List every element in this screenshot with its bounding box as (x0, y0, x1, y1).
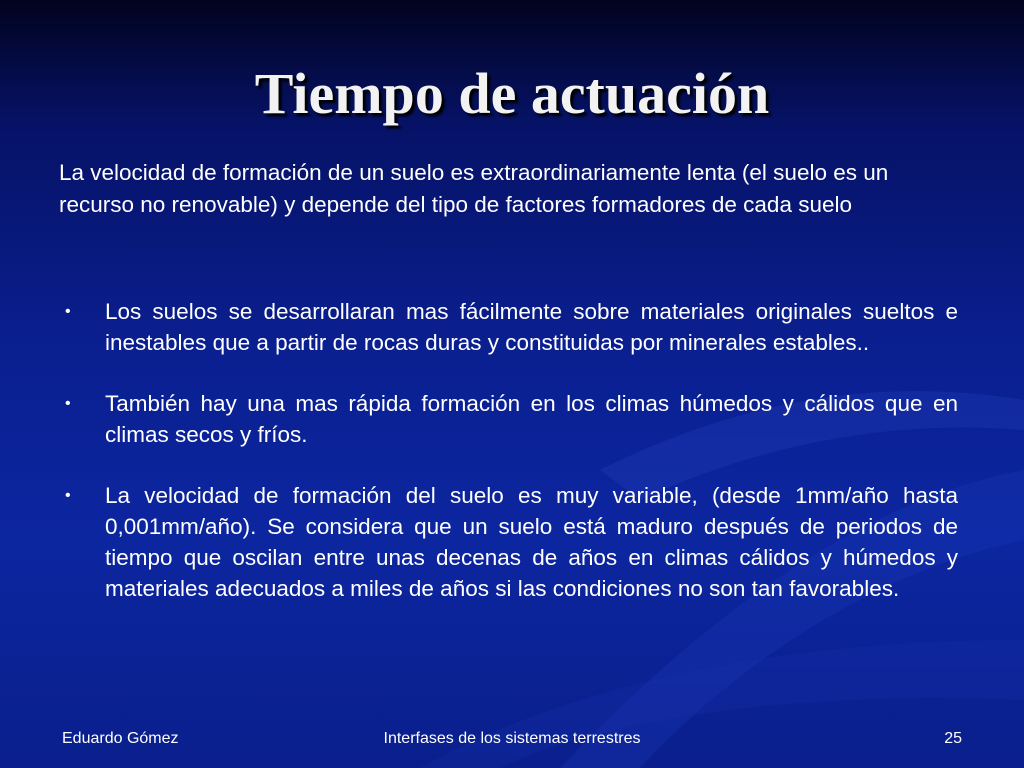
bullet-item (62, 296, 958, 358)
bullet-text: Los suelos se desarrollaran mas fácilmente sobre materiales originales sueltos e inestables que a partir de rocas duras y constituidas por minerales estables.. (105, 299, 958, 355)
footer-page-number: 25 (944, 730, 962, 747)
slide-title: Tiempo de actuación (254, 61, 770, 126)
bullet-text: También hay una mas rápida formación en los climas húmedos y cálidos que en climas secos y fríos. (105, 391, 958, 447)
intro-paragraph: La velocidad de formación de un suelo es extraordinariamente lenta (el suelo es un recurso no renovable) y depende del tipo de factores formadores de cada suelo (59, 160, 889, 217)
bullet-dot-icon: • (65, 395, 71, 412)
bullet-item (62, 388, 958, 450)
bullet-item (62, 480, 958, 604)
footer-course-title: Interfases de los sistemas terrestres (383, 730, 641, 747)
bullet-text: La velocidad de formación del suelo es muy variable, (desde 1mm/año hasta 0,001mm/año). Se considera que un suelo está maduro después de periodos de tiempo que oscilan entre unas decenas de años en climas cálidos y húmedos y materiales adecuados a miles de años si las condiciones no son tan favorables. (105, 483, 958, 601)
footer-author: Eduardo Gómez (62, 730, 179, 747)
bullet-list (62, 296, 958, 634)
bullet-dot-icon: • (65, 487, 71, 504)
bullet-dot-icon: • (65, 303, 71, 320)
